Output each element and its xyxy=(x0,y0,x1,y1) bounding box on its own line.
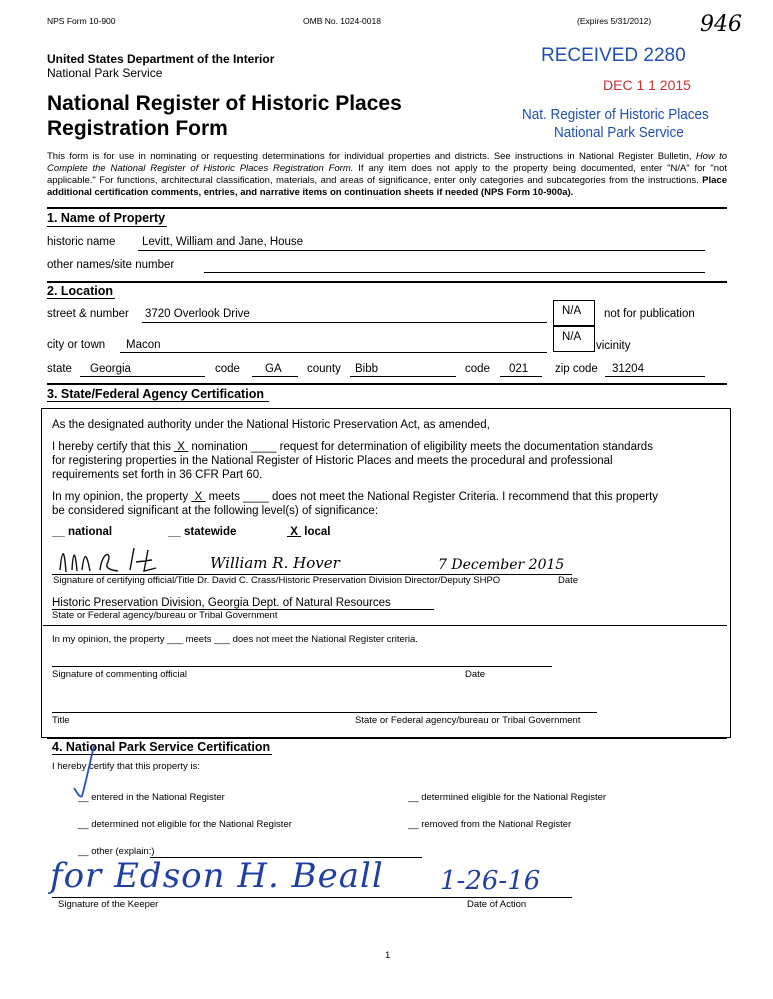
keeper-date: 1-26-16 xyxy=(440,866,541,896)
entered-option[interactable]: __ entered in the National Register xyxy=(78,792,225,803)
na-publication: N/A xyxy=(562,305,582,317)
department: United States Department of the Interior xyxy=(47,52,275,66)
zip-label: zip code xyxy=(555,363,598,375)
agency-value: Historic Preservation Division, Georgia Dept. of Natural Resources xyxy=(52,597,391,609)
keeper-signature: for Edson H. Beall xyxy=(50,856,384,896)
historic-name-value: Levitt, William and Jane, House xyxy=(142,236,304,248)
date-label: Date xyxy=(558,575,579,586)
stamp-line1: Nat. Register of Historic Places xyxy=(522,106,709,123)
street-label: street & number xyxy=(47,308,129,320)
handwritten-number: 946 xyxy=(700,12,742,37)
expiration: (Expires 5/31/2012) xyxy=(577,16,652,26)
certify-line-2: for registering properties in the National Register of Historic Places and meets the procedural and professional xyxy=(52,455,613,467)
received-date-stamp: DEC 1 1 2015 xyxy=(603,77,691,93)
historic-name-label: historic name xyxy=(47,236,116,248)
instructions: This form is for use in nominating or requesting determinations for individual properties and districts. See instructions in National Register Bulletin, How to Complete the National Register of Historic Places Registration Form. If any item does not apply to the property being documented, enter "N/A" for "not applicable." For functions, architectural classification, materials, and areas of significance, enter only categories and subcategories from the instructions. Place additional certification comments, entries, and narrative items on continuation sheets if needed (NPS Form 10-900a). xyxy=(47,151,728,198)
not-eligible-option[interactable]: __ determined not eligible for the National Register xyxy=(78,819,292,830)
certify-line-3: requirements set forth in 36 CFR Part 60. xyxy=(52,469,263,481)
certifying-signature-date: 7 December 2015 xyxy=(438,557,565,573)
county-label: county xyxy=(307,363,341,375)
stamp-line2: National Park Service xyxy=(554,124,684,141)
page-title: National Register of Historic Places xyxy=(47,92,402,115)
title-label: Title xyxy=(52,715,70,726)
state-code-value: GA xyxy=(265,363,282,375)
level-statewide: __ statewide xyxy=(168,526,237,538)
section-1-heading: 1. Name of Property xyxy=(47,211,166,225)
vicinity-label: vicinity xyxy=(596,340,631,352)
signature-label: Signature of certifying official/Title Dr. David C. Crass/Historic Preservation Division Director/Deputy SHPO xyxy=(53,575,501,586)
agency-label: State or Federal agency/bureau or Tribal Government xyxy=(52,610,278,621)
level-national: __ national xyxy=(52,526,113,538)
determined-eligible-option[interactable]: __ determined eligible for the National Register xyxy=(408,792,607,803)
form-number: NPS Form 10-900 xyxy=(47,16,116,26)
certify-line-1: I hereby certify that this X nomination ____ request for determination of eligibility meets the documentation standards xyxy=(52,441,653,453)
page-subtitle: Registration Form xyxy=(47,117,228,140)
zip-value: 31204 xyxy=(612,363,644,375)
level-local: X local xyxy=(290,526,331,538)
county-code-label: code xyxy=(465,363,490,375)
opinion-line-1: In my opinion, the property X meets ____ does not meet the National Register Criteria. I recommend that this property xyxy=(52,491,659,503)
city-value: Macon xyxy=(126,339,161,351)
not-for-publication-label: not for publication xyxy=(604,308,695,320)
removed-option[interactable]: __ removed from the National Register xyxy=(408,819,572,830)
keeper-label: Signature of the Keeper xyxy=(58,899,159,910)
state-label: state xyxy=(47,363,72,375)
na-vicinity: N/A xyxy=(562,331,582,343)
county-value: Bibb xyxy=(355,363,379,375)
state-value: Georgia xyxy=(90,363,131,375)
page-number: 1 xyxy=(385,950,391,961)
nps-certify: I hereby certify that this property is: xyxy=(52,761,200,772)
service: National Park Service xyxy=(47,66,163,80)
commenting-official-label: Signature of commenting official xyxy=(52,669,188,680)
section-3-heading: 3. State/Federal Agency Certification xyxy=(47,387,264,401)
received-stamp: RECEIVED 2280 xyxy=(541,45,686,66)
section-4-heading: 4. National Park Service Certification xyxy=(52,740,271,754)
section-2-heading: 2. Location xyxy=(47,284,113,298)
street-value: 3720 Overlook Drive xyxy=(145,308,250,320)
other-option[interactable]: __ other (explain:) xyxy=(78,846,155,857)
opinion-2: In my opinion, the property ___ meets ___ does not meet the National Register criteria. xyxy=(52,634,418,645)
agency-2-label: State or Federal agency/bureau or Tribal Government xyxy=(355,715,581,726)
date-2-label: Date xyxy=(465,669,486,680)
other-names-label: other names/site number xyxy=(47,259,175,271)
county-code-value: 021 xyxy=(509,363,529,375)
certifying-signature: William R. Hover xyxy=(210,554,340,572)
opinion-line-2: be considered significant at the following level(s) of significance: xyxy=(52,505,379,517)
omb-number: OMB No. 1024-0018 xyxy=(303,16,381,26)
city-label: city or town xyxy=(47,339,106,351)
state-code-label: code xyxy=(215,363,240,375)
authority-statement: As the designated authority under the National Historic Preservation Act, as amended, xyxy=(52,419,490,431)
date-of-action-label: Date of Action xyxy=(467,899,527,910)
